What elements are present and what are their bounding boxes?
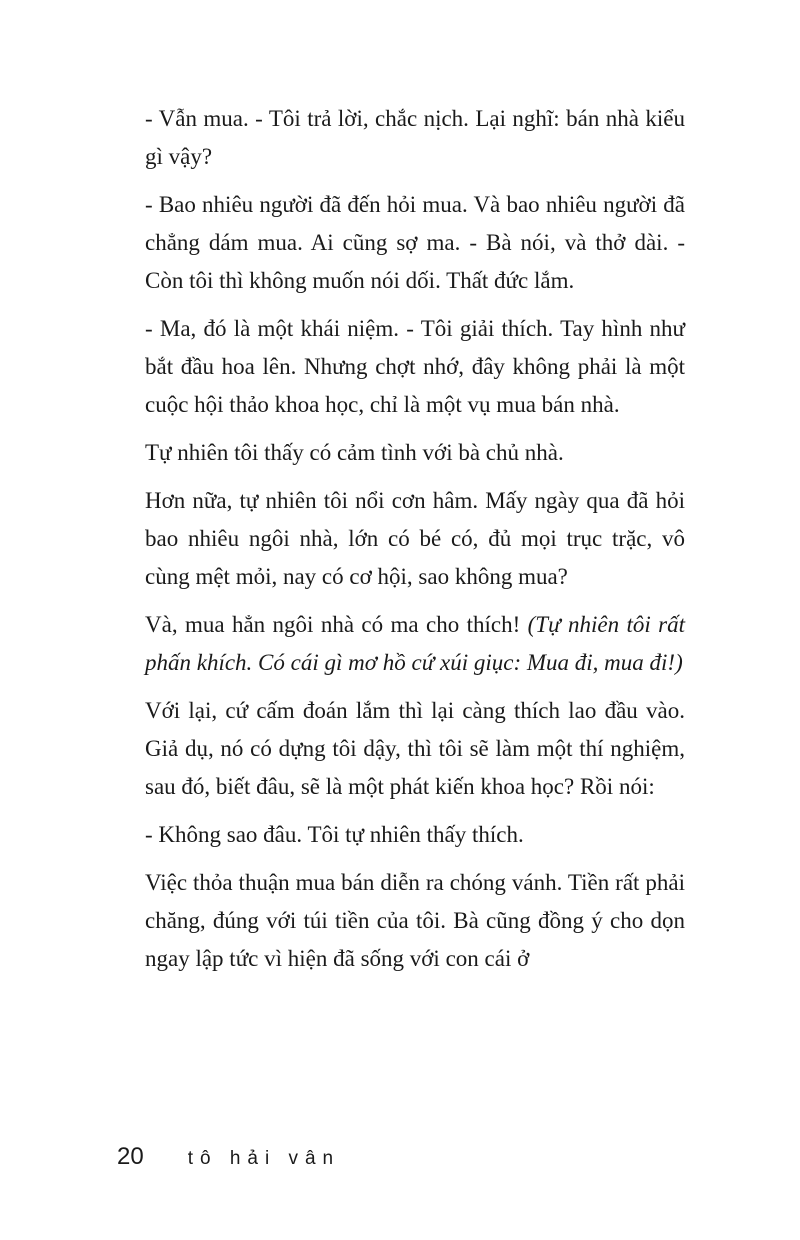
paragraph-italic-aside: (Tự nhiên tôi rất phấn khích. Có cái gì mơ hồ cứ xúi giục: Mua đi, mua đi!)	[145, 612, 685, 675]
paragraph-text: Với lại, cứ cấm đoán lắm thì lại càng thích lao đầu vào. Giả dụ, nó có dựng tôi dậy, thì tôi sẽ làm một thí nghiệm, sau đó, biết đâu, sẽ là một phát kiến khoa học? Rồi nói:	[145, 698, 685, 799]
paragraph	[145, 434, 685, 472]
paragraph	[145, 310, 685, 424]
paragraph-text: - Vẫn mua. - Tôi trả lời, chắc nịch. Lại nghĩ: bán nhà kiểu gì vậy?	[145, 106, 685, 169]
page-footer	[117, 1143, 340, 1183]
paragraph-text: Và, mua hẳn ngôi nhà có ma cho thích!	[145, 612, 528, 637]
paragraph	[145, 100, 685, 176]
paragraph-text: - Ma, đó là một khái niệm. - Tôi giải thích. Tay hình như bắt đầu hoa lên. Nhưng chợt nhớ, đây không phải là một cuộc hội thảo khoa học, chỉ là một vụ mua bán nhà.	[145, 316, 685, 417]
paragraph	[145, 482, 685, 596]
paragraph	[145, 816, 685, 854]
paragraph	[145, 692, 685, 806]
paragraph	[145, 186, 685, 300]
paragraph	[145, 606, 685, 682]
page-body	[145, 100, 685, 988]
page-number: 20	[117, 1143, 144, 1170]
running-head-author: tô hải vân	[187, 1148, 341, 1169]
paragraph-text: - Bao nhiêu người đã đến hỏi mua. Và bao nhiêu người đã chẳng dám mua. Ai cũng sợ ma. - Bà nói, và thở dài. - Còn tôi thì không muốn nói dối. Thất đức lắm.	[145, 192, 685, 293]
paragraph-text: Tự nhiên tôi thấy có cảm tình với bà chủ nhà.	[145, 440, 564, 465]
paragraph-text: Việc thỏa thuận mua bán diễn ra chóng vánh. Tiền rất phải chăng, đúng với túi tiền của tôi. Bà cũng đồng ý cho dọn ngay lập tức vì hiện đã sống với con cái ở	[145, 870, 685, 971]
paragraph-text: Hơn nữa, tự nhiên tôi nổi cơn hâm. Mấy ngày qua đã hỏi bao nhiêu ngôi nhà, lớn có bé có, đủ mọi trục trặc, vô cùng mệt mỏi, nay có cơ hội, sao không mua?	[145, 488, 685, 589]
paragraph	[145, 864, 685, 978]
paragraph-text: - Không sao đâu. Tôi tự nhiên thấy thích.	[145, 822, 524, 847]
